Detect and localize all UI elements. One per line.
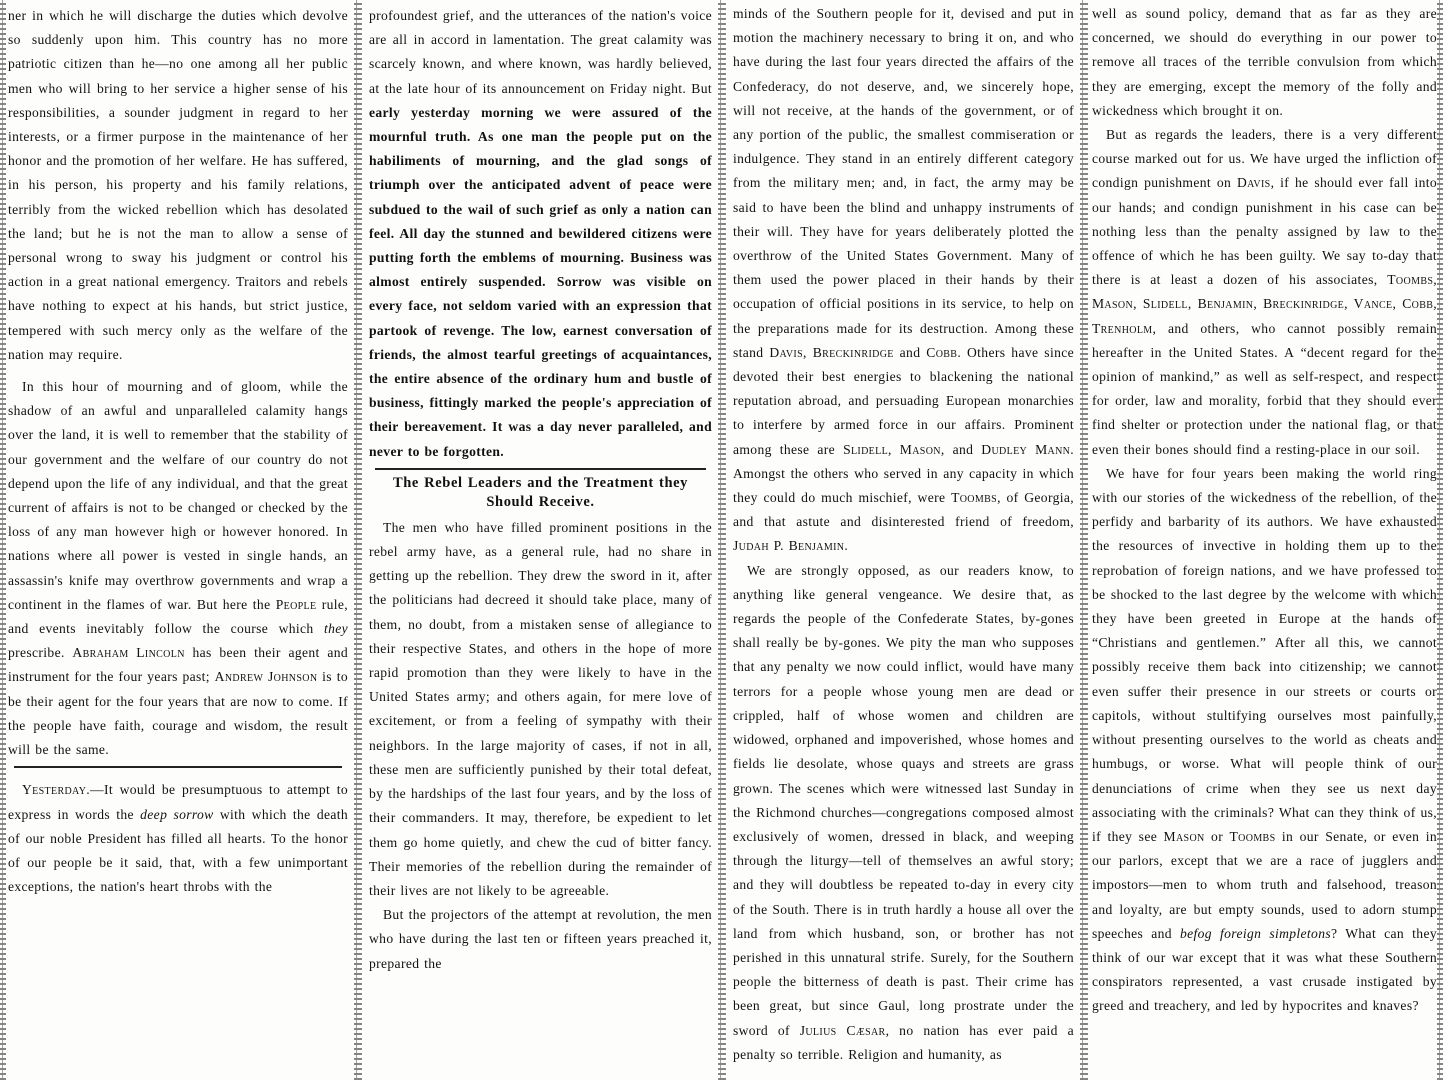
- col4-p3-befog: befog foreign simpletons: [1179, 925, 1331, 941]
- col3-p1-and-1: and: [893, 344, 927, 360]
- col1-p2-people: People: [275, 596, 317, 612]
- col4-p3-text-b: in our Senate, or even in our parlors, except that we are a race of jugglers and impostors—men to whom truth and falsehood, treason and loyalty, are but empty sounds, used to adorn stump speeches and: [1092, 828, 1437, 941]
- col3-p1-cobb: Cobb: [926, 344, 958, 360]
- col4-p2-text-a: But as regards the leaders, there is a very different course marked out for us. We have urged the infliction of condign punishment on: [1092, 127, 1437, 191]
- col4-p3-text-c: ? What can they think of our war except that it was what these Southern conspirators represented, a vast crusade instigated by greed and treachery, and led by hypocrites and knaves?: [1092, 925, 1437, 1014]
- col2-paragraph-3: But the projectors of the attempt at revolution, the men who have during the last ten or fifteen years preached it, prepared the: [369, 907, 712, 971]
- col1-paragraph-2: [8, 375, 348, 762]
- col1-p3-deep-sorrow: deep sorrow: [140, 806, 214, 822]
- col3-p1-toombs: Toombs: [951, 490, 998, 506]
- col4-p3-mason: Mason: [1163, 828, 1205, 844]
- col1-p2-text-c: prescribe.: [8, 645, 73, 661]
- col2-paragraph-1: [369, 4, 712, 464]
- col4-p3-toombs: Toombs: [1229, 828, 1276, 844]
- col2-paragraph-2: The men who have filled prominent positions in the rebel army have, as a general rule, had no share in getting up the rebellion. They drew the sword in it, after the politicians had decreed it should take place, many of them, no doubt, from a mistaken sense of allegiance to their respective States, and others in the hope of more rapid promotion than they were likely to have in the United States army; and others again, for mere love of excitement, or from a feeling of sympathy with their neighbors. In the large majority of cases, if not in all, these men are sufficiently punished by their total defeat, by the hardships of the last four years, and by the loss of their commanders. It may, therefore, be expedient to let them go home quietly, and chew the cud of bitter fancy. Their memories of the rebellion during the remainder of their lives are not likely to be agreeable.: [369, 519, 712, 898]
- col1-p2-text-d: has been their agent and instrument for the four years past;: [8, 645, 348, 685]
- col4-p2-davis: Davis: [1236, 175, 1271, 191]
- col1-p2-text-b: rule, and events inevitably follow the course which: [8, 596, 348, 637]
- col4-paragraph-2: [1092, 123, 1437, 462]
- col1-p2-they: they: [323, 621, 348, 637]
- col1-separator-rule: [14, 766, 342, 768]
- column-rule-3: [1080, 0, 1088, 1080]
- column-rule-2: [718, 0, 726, 1080]
- col3-p1-text-c: . Amongst the others who served in any capacity in which they could do much mischief, were: [733, 441, 1074, 506]
- col1-p3-text-a: —It would be presumptuous to attempt to express in words the: [8, 782, 348, 822]
- col3-p2-julius-caesar: Julius Cæsar: [799, 1022, 886, 1038]
- col3-p2-text-a: We are strongly opposed, as our readers know, to anything like general vengeance. We desire that, as regards the people of the Confederate States, by-gones shall really be by-gones. We pity the man who supposes that any penalty we now could inflict, would have many terrors for a people whose young men are dead or crippled, half of whose women and children are widowed, orphaned and impoverished, whose homes and fields lie desolate, whose quays and streets are grass grown. The scenes which were witnessed last Sunday in the Richmond churches—congregations composed almost exclusively of women, dressed in black, and weeping through the liturgy—tell of themselves an awful story; and they will doubtless be repeated to-day in every city of the South. There is in truth hardly a house all over the land from which husband, son, or brother has not perished in this unnatural strife. Surely, for the Southern people the bitterness of death is past. Their crime has been great, but since Gaul, long prostrate under the sword of: [733, 562, 1074, 1038]
- col3-p1-text-a: minds of the Southern people for it, devised and put in motion the machinery necessary to bring it on, and who have during the last four years directed the affairs of the Confederacy, do not deserve, and, we sincerely hope, will not receive, at the hands of the government, or of any portion of the public, the smallest commiseration or indulgence. They stand in an entirely different category from the military men; and, in fact, the army may be said to have been the blind and unhappy instruments of their will. They have for years deliberately plotted the overthrow of the United States Government. Many of them used the power placed in their hands by their occupation of official positions in its service, to help on the preparations made for its destruction. Among these stand: [733, 6, 1074, 360]
- col4-p2-associates-names: Toombs, Mason, Slidell, Benjamin, Breckinridge, Vance, Cobb, Trenholm,: [1092, 272, 1437, 336]
- col3-p1-text-d: , of Georgia, and that astute and disinterested friend of freedom,: [733, 490, 1074, 530]
- col3-p1-dudley-mann: Dudley Mann: [981, 441, 1071, 457]
- col4-p3-text-a: We have for four years been making the world ring with our stories of the wickedness of the rebellion, of the perfidy and barbarity of its authors. We have exhausted the resources of invective in holding them up to the reprobation of foreign nations, and we have professed to be shocked to the last degree by the welcome with which they have been greeted in Europe at the hands of “Christians and gentlemen.” After all this, we cannot possibly receive them back into citizenship; we cannot even suffer their presence in our streets or courts or capitols, without stultifying ourselves most painfully, without presenting ourselves to the world as cheats and humbugs, or worse. What will people think of our denunciations of crime when they see us next day associating with the criminals? What can they think of us, if they see: [1092, 465, 1437, 844]
- col2-p1-text: profoundest grief, and the utterances of the nation's voice are all in accord in lamentation. The great calamity was scarcely known, and where known, was hardly believed, at the late hour of its announcement on Friday night. But: [369, 8, 712, 96]
- col3-paragraph-2: [733, 559, 1074, 1067]
- col1-p2-text-a: In this hour of mourning and of gloom, while the shadow of an awful and unparalleled calamity hangs over the land, it is well to remember that the stability of our government and the welfare of our country do not depend upon the life of any individual, and that the great current of affairs is not to be changed or checked by the loss of any man however high or however honored. In nations where all power is vested in single hands, an assassin's knife may overthrow governments and wrap a continent in the flames of war. But here the: [8, 379, 348, 612]
- col3-p1-davis-breckinridge: Davis, Breckinridge: [769, 344, 894, 360]
- col2-p1-bold-text: early yesterday morning we were assured of the mournful truth. As one man the people put on the habiliments of mourning, and the glad songs of triumph over the anticipated advent of peace were subdued to the wail of such grief as only a nation can feel. All day the stunned and bewildered citizens were putting forth the emblems of mourning. Business was almost entirely suspended. Sorrow was visible on every face, not seldom varied with an expression that partook of revenge. The low, earnest conversation of friends, the almost tearful greetings of acquaintances, the entire absence of the ordinary hum and bustle of business, fittingly marked the people's appreciation of their bereavement. It was a day never paralleled, and never to be forgotten.: [369, 104, 712, 459]
- col3-p1-text-e: .: [844, 538, 849, 554]
- col3-p1-and-2: and: [944, 441, 982, 457]
- article-headline: The Rebel Leaders and the Treatment they Should Receive.: [392, 474, 688, 510]
- col1-p2-text-e: is to be their agent for the four years that are now to come. If the people have faith, courage and wisdom, the result will be the same.: [8, 669, 348, 758]
- column-3: [733, 2, 1074, 1080]
- col2-headline-rule: [375, 468, 706, 470]
- column-2: [369, 4, 712, 1080]
- col1-p3-lead: Yesterday.: [22, 782, 91, 798]
- col4-paragraph-1: well as sound policy, demand that as far as they are concerned, we should do everything in our power to remove all traces of the terrible convulsion from which they are emerging, except the memory of the folly and wickedness which brought it on.: [1092, 6, 1437, 118]
- col4-p2-text-b: , if he should ever fall into our hands; and condign punishment in his case can be nothing less than the penalty assigned by law to the offence of which he has been guilty. We say to-day that there is at least a dozen of his associates,: [1092, 175, 1437, 288]
- col3-p1-slidell-mason: Slidell, Mason,: [843, 441, 945, 457]
- col1-p3-text-b: with which the death of our noble President has filled all hearts. To the honor of our people be it said, that, with a few unimportant exceptions, the nation's heart throbs with the: [8, 806, 348, 895]
- col3-p1-text-b: . Others have since devoted their best energies to blackening the national reputation abroad, and persuading European monarchies to interfere by armed force in our affairs. Prominent among these are: [733, 344, 1074, 457]
- col1-p2-johnson: Andrew Johnson: [214, 669, 318, 685]
- column-rule-right-edge: [1437, 0, 1443, 1080]
- col3-paragraph-1: [733, 2, 1074, 559]
- column-1: [8, 4, 348, 1080]
- col4-p2-text-c: and others, who cannot possibly remain hereafter in the United States. A “decent regard for the opinion of mankind,” as well as self-respect, and respect for order, law and morality, forbid that they should ever find shelter or protection under the national flag, or that even their bones should find a resting-place in our soil.: [1092, 320, 1437, 457]
- column-4: [1092, 2, 1437, 1080]
- col1-paragraph-1: ner in which he will discharge the duties which devolve so suddenly upon him. This country has no more patriotic citizen than he—no one among all her public men who will bring to her service a higher sense of his responsibilities, a sounder judgment in regard to her interests, or a firmer purpose in the maintenance of her honor and the promotion of her welfare. He has suffered, in his person, his property and his family relations, terribly from the wicked rebellion which has desolated the land; but he is not the man to allow a sense of personal wrong to sway his judgment or control his action in a great national emergency. Traitors and rebels have nothing to expect at his hands, but strict justice, tempered with such mercy only as the welfare of the nation may require.: [8, 8, 348, 362]
- column-rule-1: [354, 0, 362, 1080]
- col3-p1-judah-benjamin: Judah P. Benjamin: [733, 538, 845, 554]
- col1-paragraph-3: [8, 778, 348, 899]
- col4-paragraph-3: [1092, 462, 1437, 1019]
- column-rule-left-edge: [0, 0, 6, 1080]
- col1-p2-lincoln: Abraham Lincoln: [72, 645, 185, 661]
- col3-p2-text-b: , no nation has ever paid a penalty so terrible. Religion and humanity, as: [733, 1022, 1074, 1062]
- col4-p3-or: or: [1204, 828, 1230, 844]
